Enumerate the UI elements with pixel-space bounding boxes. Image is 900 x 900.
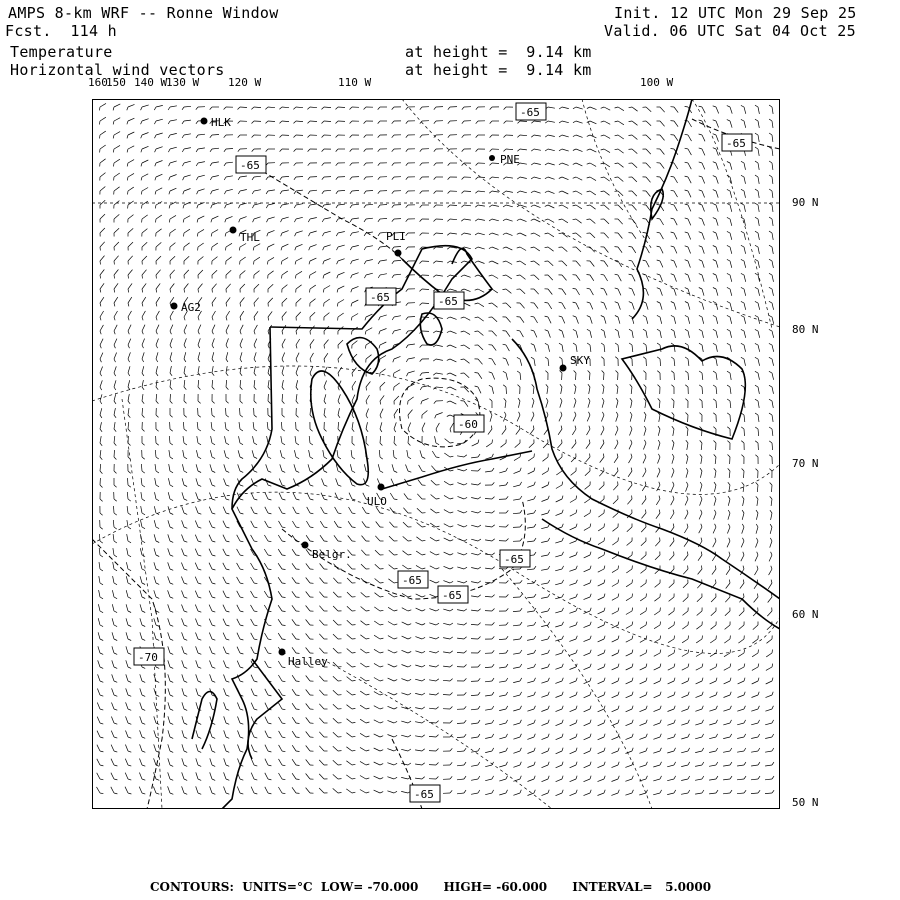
wind-vector: [604, 373, 605, 380]
contour-label-8: [398, 571, 428, 588]
map-border: [93, 100, 780, 809]
wind-vector: [296, 177, 303, 178]
wind-barb: [338, 793, 342, 794]
wind-barb: [100, 135, 101, 139]
wind-barb: [282, 275, 283, 279]
wind-vector: [464, 191, 471, 192]
legend-units: UNITS=°C: [242, 880, 313, 894]
wind-vector: [576, 373, 577, 380]
lon-label-120w: 120 W: [228, 76, 262, 89]
wind-vector: [520, 121, 527, 122]
wind-barb: [100, 261, 101, 265]
wind-vector: [338, 107, 345, 108]
wind-barb: [587, 275, 591, 276]
wind-barb: [254, 261, 255, 265]
wind-barb: [366, 611, 370, 612]
wind-vector: [310, 121, 317, 122]
wind-barb: [296, 709, 300, 710]
station-dot-ag2: [171, 303, 178, 310]
wind-barb: [184, 233, 185, 237]
wind-barb: [198, 289, 199, 293]
wind-vector: [730, 415, 731, 422]
wind-barb: [296, 779, 300, 780]
wind-vector: [394, 247, 401, 248]
wind-vector: [443, 695, 450, 696]
wind-barb: [436, 499, 440, 500]
wind-barb: [282, 639, 286, 640]
wind-vector: [457, 723, 464, 724]
wind-barb: [212, 247, 213, 251]
wind-barb: [772, 650, 773, 654]
wind-barb: [282, 597, 286, 598]
wind-barb: [475, 331, 479, 332]
wind-barb: [282, 611, 286, 612]
contour-label-3: [236, 156, 266, 173]
wind-barb: [422, 527, 426, 528]
contour-label-9: [438, 586, 468, 603]
wind-barb: [646, 510, 647, 514]
lon-label-150: 150: [106, 76, 126, 89]
station-label-ag2: AG2: [181, 301, 201, 314]
wind-barb: [296, 751, 300, 752]
wind-barb: [352, 331, 353, 335]
wind-vector: [240, 107, 247, 108]
wind-barb: [632, 580, 633, 584]
forecast-hour: Fcst. 114 h: [5, 22, 117, 40]
wind-barb: [282, 555, 286, 556]
lon-label-130w: 130 W: [166, 76, 200, 89]
wind-vector: [212, 135, 219, 136]
wind-vector: [212, 408, 213, 415]
wind-barb: [604, 524, 605, 528]
wind-barb: [296, 723, 300, 724]
wind-vector: [772, 485, 773, 492]
contour-label-2: [722, 134, 752, 151]
wind-barb: [492, 440, 493, 444]
contour-label-5: [434, 292, 464, 309]
station-label-thl: THL: [240, 231, 260, 244]
wind-barb: [128, 275, 129, 279]
wind-vector: [485, 499, 492, 500]
wind-barb: [142, 205, 143, 209]
svg-text:-65: -65: [240, 159, 260, 172]
wind-barb: [475, 373, 479, 374]
wind-barb: [615, 177, 619, 178]
station-dot-halley: [279, 649, 286, 656]
map-title: AMPS 8-km WRF -- Ronne Window: [8, 4, 279, 22]
contour-label-1: [516, 103, 546, 120]
lat-label-50n: 50 N: [792, 796, 819, 809]
wind-vector: [408, 317, 415, 318]
wind-barb: [573, 233, 577, 234]
wind-barb: [282, 625, 286, 626]
lon-label-160: 160: [88, 76, 108, 89]
wind-barb: [282, 583, 286, 584]
wind-barb: [142, 275, 143, 279]
wind-barb: [646, 594, 647, 598]
wind-barb: [128, 191, 129, 195]
wind-barb: [629, 135, 633, 136]
wind-vector: [380, 205, 387, 206]
lat-label-80n: 80 N: [792, 323, 819, 336]
wind-vector: [744, 429, 745, 436]
station-label-pli: PLI: [386, 230, 406, 243]
field1-height: at height = 9.14 km: [405, 43, 592, 61]
wind-vector: [506, 387, 507, 394]
legend-high: HIGH= -60.000: [443, 880, 548, 894]
station-dot-ulo: [378, 484, 385, 491]
wind-barb: [450, 443, 454, 444]
station-dot-belgrano: [302, 542, 309, 549]
wind-barb: [643, 219, 647, 220]
station-dot-thl: [230, 227, 237, 234]
wind-barb: [254, 303, 255, 307]
wind-vector: [422, 303, 429, 304]
lat-label-70n: 70 N: [792, 457, 819, 470]
field-temperature: Temperature: [10, 43, 113, 61]
wind-vector: [128, 478, 129, 485]
wind-barb: [702, 636, 703, 640]
wind-barb: [671, 149, 675, 150]
station-label-sky: SKY: [570, 354, 590, 367]
wind-barb: [310, 289, 311, 293]
valid-time: Valid. 06 UTC Sat 04 Oct 25: [604, 22, 856, 40]
map-svg: [92, 99, 780, 809]
field-wind: Horizontal wind vectors: [10, 61, 225, 79]
wind-barb: [114, 163, 115, 167]
wind-barb: [408, 415, 409, 419]
wind-barb: [324, 345, 325, 349]
wind-vector: [240, 408, 241, 415]
wind-barb: [352, 653, 356, 654]
wind-barb: [338, 359, 339, 363]
contour-label-10: [134, 648, 164, 665]
station-label-pne: PNE: [500, 153, 520, 166]
lon-label-140w: 140 W: [134, 76, 168, 89]
lat-label-90n: 90 N: [792, 196, 819, 209]
wind-vector: [744, 471, 745, 478]
wind-vector: [492, 163, 499, 164]
wind-barb: [296, 555, 300, 556]
wind-vector: [170, 394, 171, 401]
contour-label-7: [500, 550, 530, 567]
station-label-ulo: ULO: [367, 495, 387, 508]
station-dot-pne: [489, 155, 495, 161]
wind-vector: [114, 506, 115, 513]
station-label-belgrano: Belgr.: [312, 548, 352, 561]
wind-barb: [380, 583, 384, 584]
contour-label-4: [366, 288, 396, 305]
wind-vector: [324, 121, 331, 122]
wind-barb: [282, 569, 286, 570]
wind-barb: [282, 317, 283, 321]
wind-vector: [226, 149, 233, 150]
legend-interval: INTERVAL= 5.0000: [572, 880, 712, 894]
contour-label-11: [410, 785, 440, 802]
wind-vector: [478, 177, 485, 178]
station-dot-sky: [560, 365, 567, 372]
wind-barb: [296, 695, 300, 696]
svg-text:-65: -65: [520, 106, 540, 119]
wind-vector: [114, 450, 115, 457]
wind-barb: [744, 594, 745, 598]
station-label-hlk: HLK: [211, 116, 231, 129]
wind-barb: [674, 622, 675, 626]
station-label-halley: Halley: [288, 655, 328, 668]
wind-barb: [758, 650, 759, 654]
wind-barb: [352, 527, 356, 528]
wind-vector: [366, 191, 373, 192]
wind-barb: [338, 527, 342, 528]
wind-barb: [156, 219, 157, 223]
wind-barb: [296, 681, 300, 682]
lon-label-100w: 100 W: [640, 76, 674, 89]
wind-barb: [296, 737, 300, 738]
station-dot-hlk: [201, 118, 208, 125]
legend-contours: CONTOURS:: [150, 880, 234, 894]
wind-barb: [758, 594, 759, 598]
station-dot-pli: [395, 250, 402, 257]
wind-barb: [716, 580, 717, 584]
wind-barb: [296, 765, 300, 766]
contour-legend: [150, 880, 711, 894]
field2-height: at height = 9.14 km: [405, 61, 592, 79]
contour-label-6: [454, 415, 484, 432]
wind-vector: [268, 121, 275, 122]
wind-barb: [380, 513, 384, 514]
map-panel: [92, 99, 780, 809]
wind-vector: [422, 289, 429, 290]
wind-barb: [587, 219, 591, 220]
legend-low: LOW= -70.000: [320, 880, 419, 894]
lon-label-110w: 110 W: [338, 76, 372, 89]
wind-barb: [310, 541, 314, 542]
svg-text:-65: -65: [726, 137, 746, 150]
wind-vector: [450, 205, 457, 206]
wind-barb: [352, 667, 356, 668]
wind-vector: [226, 408, 227, 415]
init-time: Init. 12 UTC Mon 29 Sep 25: [614, 4, 857, 22]
lat-label-60n: 60 N: [792, 608, 819, 621]
